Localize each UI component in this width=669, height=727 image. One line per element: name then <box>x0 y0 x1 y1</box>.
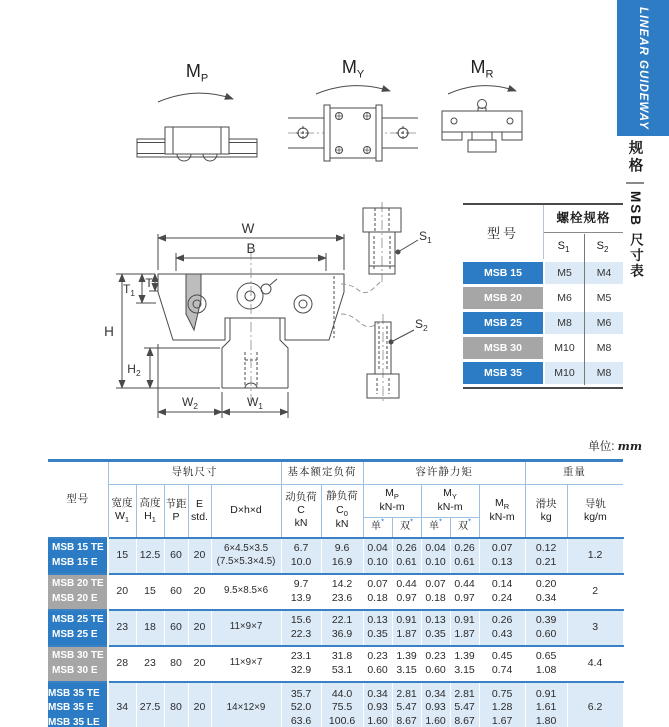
group-header: 重量 <box>525 461 623 485</box>
main-spec-table-wrap <box>48 459 624 727</box>
column-header: 动负荷 C kN <box>281 485 321 538</box>
cell-mr: 0.45 0.74 <box>479 646 525 682</box>
cell-w1: 20 <box>108 574 136 610</box>
leader-curves <box>341 280 383 327</box>
bolt-s1-cell: M10 <box>545 362 584 384</box>
bolt-spec-table <box>463 203 623 389</box>
cell-block_kg: 0.65 1.08 <box>525 646 567 682</box>
moment-figure-my <box>288 56 418 190</box>
main-spec-table <box>48 459 624 727</box>
main-table-head <box>48 461 623 538</box>
cell-mr: 0.14 0.24 <box>479 574 525 610</box>
bolt-s2-drawing <box>367 314 414 404</box>
moment-subcolumn-header: 双* <box>392 517 421 538</box>
svg-text:W: W <box>241 221 255 236</box>
bolt-s1-cell: M8 <box>545 312 584 334</box>
cell-my_double: 2.81 5.47 8.67 <box>450 682 479 727</box>
cell-c0: 44.0 75.5 100.6 <box>321 682 363 727</box>
bolt-s2-cell: M8 <box>585 337 623 359</box>
cell-c0: 22.1 36.9 <box>321 610 363 646</box>
cell-rail_kgm: 2 <box>567 574 623 610</box>
linear-guideway-banner <box>617 0 669 136</box>
bolt-s1-drawing <box>363 202 418 282</box>
cell-e: 20 <box>188 574 211 610</box>
cell-my_single: 0.07 0.18 <box>421 574 450 610</box>
svg-text:B: B <box>246 241 256 256</box>
cell-mp_double: 1.39 3.15 <box>392 646 421 682</box>
cell-h1: 27.5 <box>136 682 164 727</box>
side-tab <box>620 140 650 279</box>
side-tab-msb-label: MSB 尺寸表 <box>628 191 643 280</box>
spec-row <box>48 574 623 610</box>
model-header: 型号 <box>48 461 108 538</box>
cell-h1: 18 <box>136 610 164 646</box>
side-tab-divider <box>626 182 644 184</box>
column-header: 宽度 $W_1$ <box>108 485 136 538</box>
cell-p: 60 <box>164 538 188 574</box>
side-tab-spec-label: 规格 <box>626 140 643 175</box>
spec-row <box>48 646 623 682</box>
cell-block_kg: 0.39 0.60 <box>525 610 567 646</box>
bolt-table-row <box>463 337 623 359</box>
bolt-s2-cell: M4 <box>585 262 623 284</box>
bolt-col-header: $S_1$ <box>557 240 570 255</box>
header-column-row <box>48 485 623 518</box>
cell-w1: 28 <box>108 646 136 682</box>
cell-e: 20 <box>188 610 211 646</box>
bolt-s2-cell: M8 <box>585 362 623 384</box>
moment-my-drawing <box>288 78 418 190</box>
bolt-s1-cell: M10 <box>545 337 584 359</box>
cell-my_double: 0.91 1.87 <box>450 610 479 646</box>
cell-c: 35.7 52.0 63.6 <box>281 682 321 727</box>
bolt-table-row <box>463 312 623 334</box>
column-header: 节距 P <box>164 485 188 538</box>
cell-mp_single: 0.04 0.10 <box>363 538 392 574</box>
cell-block_kg: 0.12 0.21 <box>525 538 567 574</box>
cell-e: 20 <box>188 538 211 574</box>
bolt-table-header <box>463 205 623 259</box>
cell-c0: 14.2 23.6 <box>321 574 363 610</box>
cell-w1: 34 <box>108 682 136 727</box>
cell-w1: 23 <box>108 610 136 646</box>
cell-rail_kgm: 6.2 <box>567 682 623 727</box>
cell-c0: 9.6 16.9 <box>321 538 363 574</box>
moment-subcolumn-header: 双* <box>450 517 479 538</box>
spec-row <box>48 682 623 727</box>
moment-label-mr: $M_R$ <box>470 57 494 81</box>
cell-mr: 0.75 1.28 1.67 <box>479 682 525 727</box>
cell-dhd: 11×9×7 <box>211 646 281 682</box>
unit-value: mm <box>617 439 642 453</box>
cell-block_kg: 0.20 0.34 <box>525 574 567 610</box>
cell-my_double: 0.44 0.97 <box>450 574 479 610</box>
svg-text:S2: $S_2$ <box>415 317 428 333</box>
spec-row <box>48 610 623 646</box>
cell-mp_double: 2.81 5.47 8.67 <box>392 682 421 727</box>
svg-text:T: T <box>145 276 153 290</box>
cell-c0: 31.8 53.1 <box>321 646 363 682</box>
group-header: 导轨尺寸 <box>108 461 281 485</box>
svg-text:T1: $T_1$ <box>122 282 136 298</box>
cell-rail_kgm: 1.2 <box>567 538 623 574</box>
cell-my_double: 0.26 0.61 <box>450 538 479 574</box>
column-header: $M_R$ kN-m <box>479 485 525 538</box>
model-cell: MSB 35 TE MSB 35 E MSB 35 LE <box>48 682 108 727</box>
main-table-body <box>48 538 623 727</box>
group-header: 基本额定负荷 <box>281 461 363 485</box>
svg-text:H: H <box>104 324 114 339</box>
cell-p: 80 <box>164 646 188 682</box>
cell-block_kg: 0.91 1.61 1.80 <box>525 682 567 727</box>
bolt-model-cell: MSB 30 <box>463 337 543 359</box>
svg-text:W2: $W_2$ <box>181 395 199 411</box>
cell-mp_double: 0.44 0.97 <box>392 574 421 610</box>
cell-c: 15.6 22.3 <box>281 610 321 646</box>
cell-dhd: 6×4.5×3.5 (7.5×5.3×4.5) <box>211 538 281 574</box>
cell-p: 60 <box>164 574 188 610</box>
svg-text:W1: $W_1$ <box>246 395 264 411</box>
bolt-column-divider <box>584 234 586 385</box>
bolt-model-header: 型号 <box>486 225 519 241</box>
cell-w1: 15 <box>108 538 136 574</box>
model-cell: MSB 25 TE MSB 25 E <box>48 610 108 646</box>
moment-label-mp: $M_P$ <box>185 61 209 85</box>
cell-mr: 0.07 0.13 <box>479 538 525 574</box>
cell-mr: 0.26 0.43 <box>479 610 525 646</box>
cell-h1: 23 <box>136 646 164 682</box>
cell-dhd: 14×12×9 <box>211 682 281 727</box>
column-header: 高度 $H_1$ <box>136 485 164 538</box>
moment-subcolumn-header: 单* <box>363 517 392 538</box>
cell-e: 20 <box>188 646 211 682</box>
moment-mr-drawing <box>434 78 530 158</box>
cell-my_double: 1.39 3.15 <box>450 646 479 682</box>
column-header: E std. <box>188 485 211 538</box>
bolt-model-cell: MSB 20 <box>463 287 543 309</box>
bolt-table-body <box>463 262 623 384</box>
bolt-model-cell: MSB 25 <box>463 312 543 334</box>
block-cross-section <box>116 234 344 418</box>
bolt-s1-cell: M6 <box>545 287 584 309</box>
cell-rail_kgm: 4.4 <box>567 646 623 682</box>
bolt-model-cell: MSB 35 <box>463 362 543 384</box>
spec-row <box>48 538 623 574</box>
bolt-s2-cell: M6 <box>585 312 623 334</box>
cell-my_single: 0.13 0.35 <box>421 610 450 646</box>
model-cell: MSB 30 TE MSB 30 E <box>48 646 108 682</box>
moment-figure-mp <box>134 60 260 168</box>
bolt-s2-cell: M5 <box>585 287 623 309</box>
cell-my_single: 0.23 0.60 <box>421 646 450 682</box>
model-cell: MSB 20 TE MSB 20 E <box>48 574 108 610</box>
column-header: 静负荷 $C_0$ kN <box>321 485 363 538</box>
cell-c: 23.1 32.9 <box>281 646 321 682</box>
svg-text:H2: $H_2$ <box>127 362 141 378</box>
bolt-table-row <box>463 287 623 309</box>
model-cell: MSB 15 TE MSB 15 E <box>48 538 108 574</box>
cell-mp_double: 0.91 1.87 <box>392 610 421 646</box>
cell-my_single: 0.04 0.10 <box>421 538 450 574</box>
column-header: 滑块 kg <box>525 485 567 538</box>
group-header: 容许静力矩 <box>363 461 525 485</box>
cell-mp_single: 0.07 0.18 <box>363 574 392 610</box>
moment-mp-drawing <box>134 82 260 168</box>
dimension-drawing <box>98 190 458 435</box>
bolt-group-header: 螺栓规格 <box>544 205 623 233</box>
bolt-table-row <box>463 262 623 284</box>
cell-e: 20 <box>188 682 211 727</box>
cell-mp_double: 0.26 0.61 <box>392 538 421 574</box>
cell-h1: 12.5 <box>136 538 164 574</box>
moment-figure-mr <box>434 56 530 158</box>
cell-c: 9.7 13.9 <box>281 574 321 610</box>
cell-mp_single: 0.23 0.60 <box>363 646 392 682</box>
cell-mp_single: 0.34 0.93 1.60 <box>363 682 392 727</box>
bolt-s1-cell: M5 <box>545 262 584 284</box>
cell-dhd: 9.5×8.5×6 <box>211 574 281 610</box>
cell-mp_single: 0.13 0.35 <box>363 610 392 646</box>
cell-h1: 15 <box>136 574 164 610</box>
moment-label-my: $M_Y$ <box>341 57 365 81</box>
bolt-table-row <box>463 362 623 384</box>
cell-p: 60 <box>164 610 188 646</box>
bolt-model-cell: MSB 15 <box>463 262 543 284</box>
header-group-row <box>48 461 623 485</box>
cross-section-drawing <box>98 190 458 430</box>
bolt-col-header: $S_2$ <box>596 240 609 255</box>
cell-c: 6.7 10.0 <box>281 538 321 574</box>
banner-label: LINEAR GUIDEWAY <box>637 6 649 130</box>
svg-text:S1: $S_1$ <box>419 229 432 245</box>
cell-rail_kgm: 3 <box>567 610 623 646</box>
unit-prefix: 单位: <box>588 441 615 453</box>
unit-label <box>430 438 642 454</box>
moment-subcolumn-header: 单* <box>421 517 450 538</box>
column-header: $M_P$ kN-m <box>363 485 421 518</box>
column-header: 导轨 kg/m <box>567 485 623 538</box>
cell-my_single: 0.34 0.93 1.60 <box>421 682 450 727</box>
cell-p: 80 <box>164 682 188 727</box>
cell-dhd: 11×9×7 <box>211 610 281 646</box>
column-header: D×h×d <box>211 485 281 538</box>
column-header: $M_Y$ kN-m <box>421 485 479 518</box>
